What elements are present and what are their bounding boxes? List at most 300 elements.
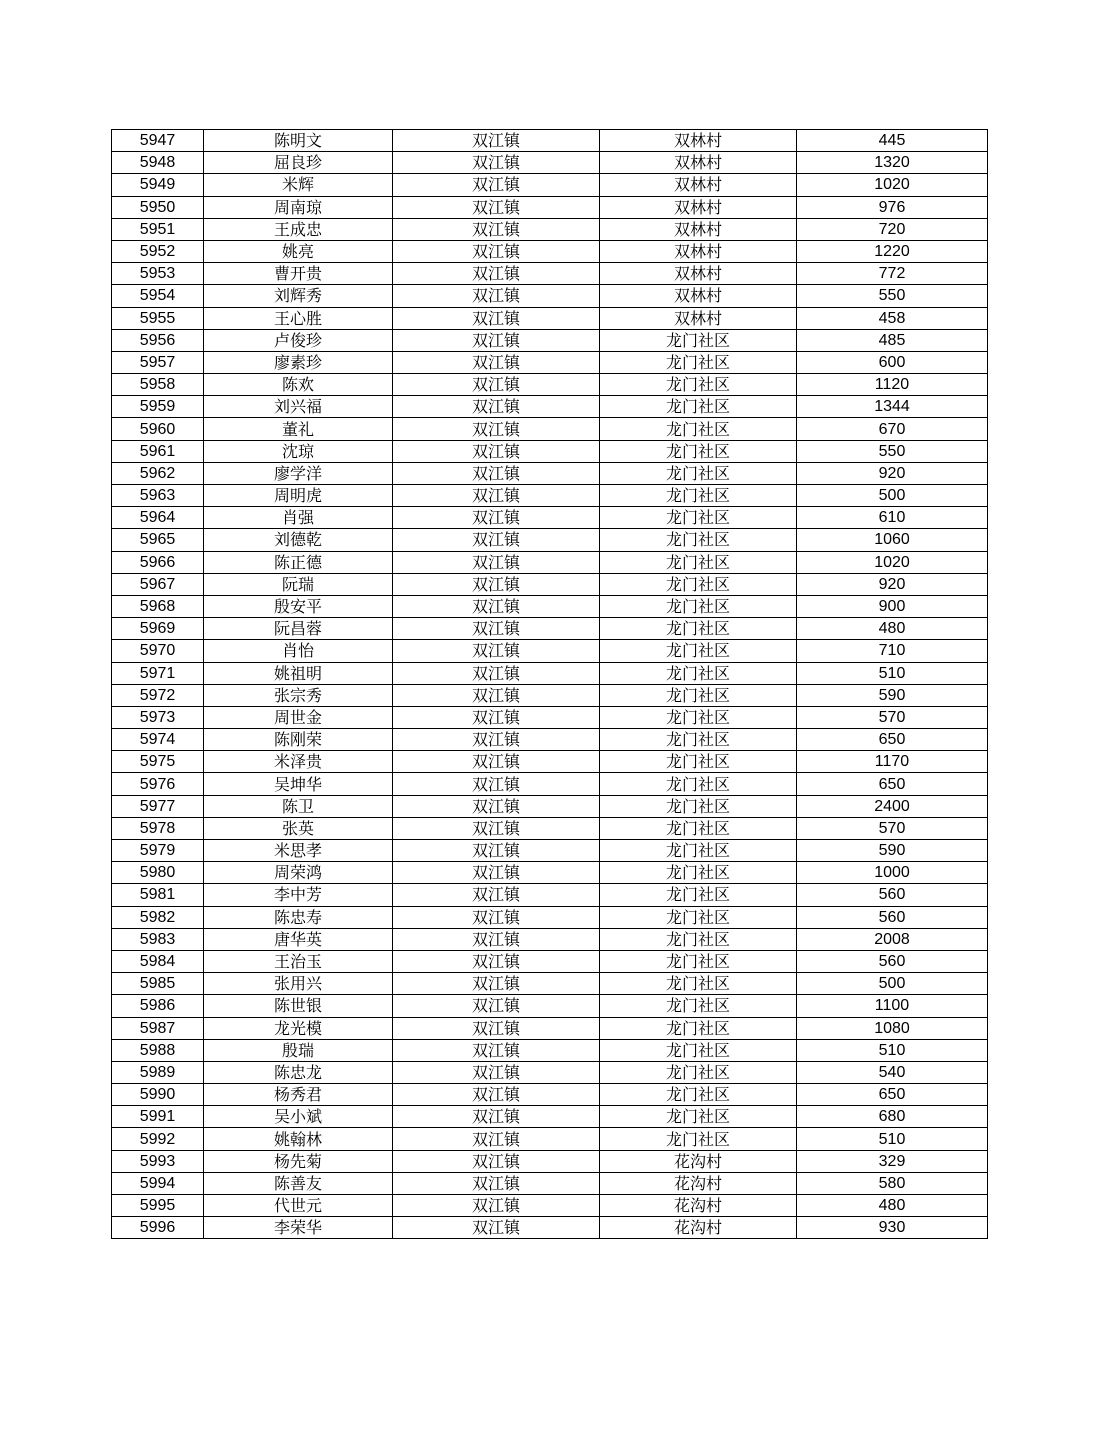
amount-cell: 1060 <box>797 529 988 551</box>
row-number-cell: 5995 <box>112 1195 204 1217</box>
amount-cell: 1000 <box>797 862 988 884</box>
village-cell: 龙门社区 <box>600 1128 797 1150</box>
row-number-cell: 5953 <box>112 263 204 285</box>
table-row <box>112 950 988 972</box>
name-cell: 代世元 <box>204 1195 393 1217</box>
name-cell: 李荣华 <box>204 1217 393 1239</box>
row-number-cell: 5983 <box>112 928 204 950</box>
town-cell: 双江镇 <box>393 595 600 617</box>
amount-cell: 2008 <box>797 928 988 950</box>
name-cell: 王成忠 <box>204 218 393 240</box>
village-cell: 双林村 <box>600 285 797 307</box>
amount-cell: 920 <box>797 573 988 595</box>
name-cell: 吴坤华 <box>204 773 393 795</box>
amount-cell: 590 <box>797 684 988 706</box>
table-row <box>112 174 988 196</box>
village-cell: 花沟村 <box>600 1217 797 1239</box>
town-cell: 双江镇 <box>393 329 600 351</box>
village-cell: 双林村 <box>600 196 797 218</box>
name-cell: 陈世银 <box>204 995 393 1017</box>
name-cell: 廖素珍 <box>204 351 393 373</box>
name-cell: 周明虎 <box>204 485 393 507</box>
row-number-cell: 5980 <box>112 862 204 884</box>
village-cell: 龙门社区 <box>600 1084 797 1106</box>
table-row <box>112 662 988 684</box>
town-cell: 双江镇 <box>393 529 600 551</box>
row-number-cell: 5957 <box>112 351 204 373</box>
village-cell: 龙门社区 <box>600 529 797 551</box>
row-number-cell: 5974 <box>112 729 204 751</box>
town-cell: 双江镇 <box>393 1195 600 1217</box>
row-number-cell: 5955 <box>112 307 204 329</box>
row-number-cell: 5986 <box>112 995 204 1017</box>
village-cell: 龙门社区 <box>600 440 797 462</box>
amount-cell: 772 <box>797 263 988 285</box>
village-cell: 龙门社区 <box>600 751 797 773</box>
row-number-cell: 5975 <box>112 751 204 773</box>
village-cell: 龙门社区 <box>600 817 797 839</box>
row-number-cell: 5990 <box>112 1084 204 1106</box>
name-cell: 周南琼 <box>204 196 393 218</box>
town-cell: 双江镇 <box>393 795 600 817</box>
name-cell: 刘德乾 <box>204 529 393 551</box>
name-cell: 米辉 <box>204 174 393 196</box>
name-cell: 陈刚荣 <box>204 729 393 751</box>
row-number-cell: 5981 <box>112 884 204 906</box>
row-number-cell: 5952 <box>112 240 204 262</box>
town-cell: 双江镇 <box>393 551 600 573</box>
amount-cell: 560 <box>797 950 988 972</box>
town-cell: 双江镇 <box>393 174 600 196</box>
name-cell: 阮瑞 <box>204 573 393 595</box>
village-cell: 龙门社区 <box>600 684 797 706</box>
table-row <box>112 1039 988 1061</box>
name-cell: 陈忠龙 <box>204 1061 393 1083</box>
row-number-cell: 5964 <box>112 507 204 529</box>
village-cell: 龙门社区 <box>600 995 797 1017</box>
row-number-cell: 5960 <box>112 418 204 440</box>
town-cell: 双江镇 <box>393 573 600 595</box>
town-cell: 双江镇 <box>393 307 600 329</box>
row-number-cell: 5989 <box>112 1061 204 1083</box>
name-cell: 米泽贵 <box>204 751 393 773</box>
amount-cell: 458 <box>797 307 988 329</box>
amount-cell: 1220 <box>797 240 988 262</box>
table-row <box>112 507 988 529</box>
amount-cell: 720 <box>797 218 988 240</box>
name-cell: 刘辉秀 <box>204 285 393 307</box>
row-number-cell: 5985 <box>112 973 204 995</box>
table-row <box>112 684 988 706</box>
row-number-cell: 5947 <box>112 130 204 152</box>
amount-cell: 590 <box>797 840 988 862</box>
table-row <box>112 418 988 440</box>
town-cell: 双江镇 <box>393 618 600 640</box>
name-cell: 吴小斌 <box>204 1106 393 1128</box>
amount-cell: 500 <box>797 973 988 995</box>
table-row <box>112 529 988 551</box>
table-row <box>112 706 988 728</box>
town-cell: 双江镇 <box>393 640 600 662</box>
town-cell: 双江镇 <box>393 462 600 484</box>
village-cell: 龙门社区 <box>600 795 797 817</box>
village-cell: 龙门社区 <box>600 462 797 484</box>
amount-cell: 650 <box>797 773 988 795</box>
town-cell: 双江镇 <box>393 706 600 728</box>
name-cell: 卢俊珍 <box>204 329 393 351</box>
row-number-cell: 5961 <box>112 440 204 462</box>
amount-cell: 560 <box>797 906 988 928</box>
village-cell: 双林村 <box>600 307 797 329</box>
town-cell: 双江镇 <box>393 285 600 307</box>
table-row <box>112 640 988 662</box>
town-cell: 双江镇 <box>393 1150 600 1172</box>
town-cell: 双江镇 <box>393 950 600 972</box>
amount-cell: 570 <box>797 817 988 839</box>
amount-cell: 580 <box>797 1172 988 1194</box>
amount-cell: 900 <box>797 595 988 617</box>
name-cell: 姚亮 <box>204 240 393 262</box>
village-cell: 龙门社区 <box>600 928 797 950</box>
amount-cell: 560 <box>797 884 988 906</box>
town-cell: 双江镇 <box>393 440 600 462</box>
village-cell: 龙门社区 <box>600 840 797 862</box>
name-cell: 王治玉 <box>204 950 393 972</box>
table-row <box>112 329 988 351</box>
amount-cell: 650 <box>797 729 988 751</box>
table-row <box>112 884 988 906</box>
name-cell: 曹开贵 <box>204 263 393 285</box>
amount-cell: 510 <box>797 1128 988 1150</box>
table-row <box>112 374 988 396</box>
name-cell: 张用兴 <box>204 973 393 995</box>
name-cell: 张英 <box>204 817 393 839</box>
row-number-cell: 5963 <box>112 485 204 507</box>
name-cell: 杨先菊 <box>204 1150 393 1172</box>
town-cell: 双江镇 <box>393 152 600 174</box>
village-cell: 双林村 <box>600 218 797 240</box>
town-cell: 双江镇 <box>393 995 600 1017</box>
town-cell: 双江镇 <box>393 1084 600 1106</box>
table-row <box>112 795 988 817</box>
village-cell: 龙门社区 <box>600 973 797 995</box>
town-cell: 双江镇 <box>393 862 600 884</box>
row-number-cell: 5984 <box>112 950 204 972</box>
amount-cell: 540 <box>797 1061 988 1083</box>
row-number-cell: 5996 <box>112 1217 204 1239</box>
town-cell: 双江镇 <box>393 507 600 529</box>
town-cell: 双江镇 <box>393 1039 600 1061</box>
name-cell: 周荣鸿 <box>204 862 393 884</box>
name-cell: 肖强 <box>204 507 393 529</box>
town-cell: 双江镇 <box>393 396 600 418</box>
table-row <box>112 1017 988 1039</box>
table-row <box>112 1172 988 1194</box>
row-number-cell: 5948 <box>112 152 204 174</box>
town-cell: 双江镇 <box>393 973 600 995</box>
village-cell: 双林村 <box>600 240 797 262</box>
table-row <box>112 130 988 152</box>
table-row <box>112 551 988 573</box>
town-cell: 双江镇 <box>393 773 600 795</box>
amount-cell: 1100 <box>797 995 988 1017</box>
row-number-cell: 5978 <box>112 817 204 839</box>
row-number-cell: 5977 <box>112 795 204 817</box>
village-cell: 龙门社区 <box>600 551 797 573</box>
town-cell: 双江镇 <box>393 1106 600 1128</box>
amount-cell: 2400 <box>797 795 988 817</box>
table-row <box>112 751 988 773</box>
amount-cell: 485 <box>797 329 988 351</box>
row-number-cell: 5962 <box>112 462 204 484</box>
table-row <box>112 396 988 418</box>
name-cell: 殷瑞 <box>204 1039 393 1061</box>
name-cell: 沈琼 <box>204 440 393 462</box>
village-cell: 双林村 <box>600 152 797 174</box>
village-cell: 龙门社区 <box>600 862 797 884</box>
town-cell: 双江镇 <box>393 351 600 373</box>
table-row <box>112 263 988 285</box>
town-cell: 双江镇 <box>393 729 600 751</box>
amount-cell: 670 <box>797 418 988 440</box>
town-cell: 双江镇 <box>393 817 600 839</box>
row-number-cell: 5954 <box>112 285 204 307</box>
amount-cell: 710 <box>797 640 988 662</box>
row-number-cell: 5973 <box>112 706 204 728</box>
village-cell: 花沟村 <box>600 1172 797 1194</box>
table-row <box>112 595 988 617</box>
town-cell: 双江镇 <box>393 1217 600 1239</box>
town-cell: 双江镇 <box>393 374 600 396</box>
table-row <box>112 462 988 484</box>
table-row <box>112 152 988 174</box>
amount-cell: 480 <box>797 618 988 640</box>
town-cell: 双江镇 <box>393 1061 600 1083</box>
table-row <box>112 840 988 862</box>
amount-cell: 570 <box>797 706 988 728</box>
town-cell: 双江镇 <box>393 884 600 906</box>
town-cell: 双江镇 <box>393 418 600 440</box>
table-row <box>112 307 988 329</box>
name-cell: 董礼 <box>204 418 393 440</box>
amount-cell: 329 <box>797 1150 988 1172</box>
table-row <box>112 196 988 218</box>
town-cell: 双江镇 <box>393 906 600 928</box>
row-number-cell: 5979 <box>112 840 204 862</box>
row-number-cell: 5968 <box>112 595 204 617</box>
name-cell: 肖怡 <box>204 640 393 662</box>
amount-cell: 1120 <box>797 374 988 396</box>
village-cell: 龙门社区 <box>600 950 797 972</box>
name-cell: 阮昌蓉 <box>204 618 393 640</box>
name-cell: 屈良珍 <box>204 152 393 174</box>
village-cell: 龙门社区 <box>600 773 797 795</box>
name-cell: 陈善友 <box>204 1172 393 1194</box>
town-cell: 双江镇 <box>393 751 600 773</box>
table-row <box>112 1217 988 1239</box>
name-cell: 殷安平 <box>204 595 393 617</box>
table-row <box>112 218 988 240</box>
village-cell: 花沟村 <box>600 1195 797 1217</box>
town-cell: 双江镇 <box>393 130 600 152</box>
row-number-cell: 5992 <box>112 1128 204 1150</box>
village-cell: 龙门社区 <box>600 1061 797 1083</box>
table-row <box>112 240 988 262</box>
town-cell: 双江镇 <box>393 218 600 240</box>
row-number-cell: 5969 <box>112 618 204 640</box>
table-row <box>112 973 988 995</box>
name-cell: 陈忠寿 <box>204 906 393 928</box>
amount-cell: 976 <box>797 196 988 218</box>
village-cell: 龙门社区 <box>600 374 797 396</box>
table-row <box>112 729 988 751</box>
row-number-cell: 5994 <box>112 1172 204 1194</box>
name-cell: 龙光模 <box>204 1017 393 1039</box>
table-row <box>112 285 988 307</box>
village-cell: 龙门社区 <box>600 640 797 662</box>
row-number-cell: 5972 <box>112 684 204 706</box>
row-number-cell: 5958 <box>112 374 204 396</box>
village-cell: 龙门社区 <box>600 573 797 595</box>
name-cell: 米思孝 <box>204 840 393 862</box>
amount-cell: 1320 <box>797 152 988 174</box>
table-row <box>112 1195 988 1217</box>
town-cell: 双江镇 <box>393 840 600 862</box>
table-row <box>112 1128 988 1150</box>
amount-cell: 445 <box>797 130 988 152</box>
table-row <box>112 928 988 950</box>
table-row <box>112 351 988 373</box>
amount-cell: 1080 <box>797 1017 988 1039</box>
row-number-cell: 5970 <box>112 640 204 662</box>
row-number-cell: 5987 <box>112 1017 204 1039</box>
amount-cell: 510 <box>797 1039 988 1061</box>
village-cell: 花沟村 <box>600 1150 797 1172</box>
row-number-cell: 5965 <box>112 529 204 551</box>
table-row <box>112 1150 988 1172</box>
village-cell: 龙门社区 <box>600 729 797 751</box>
table-row <box>112 485 988 507</box>
amount-cell: 1020 <box>797 551 988 573</box>
amount-cell: 510 <box>797 662 988 684</box>
name-cell: 杨秀君 <box>204 1084 393 1106</box>
amount-cell: 680 <box>797 1106 988 1128</box>
table-row <box>112 995 988 1017</box>
amount-cell: 610 <box>797 507 988 529</box>
row-number-cell: 5967 <box>112 573 204 595</box>
village-cell: 龙门社区 <box>600 1039 797 1061</box>
amount-cell: 550 <box>797 440 988 462</box>
name-cell: 姚祖明 <box>204 662 393 684</box>
table-row <box>112 440 988 462</box>
village-cell: 龙门社区 <box>600 662 797 684</box>
row-number-cell: 5991 <box>112 1106 204 1128</box>
village-cell: 龙门社区 <box>600 396 797 418</box>
roster-table <box>111 129 988 1239</box>
row-number-cell: 5951 <box>112 218 204 240</box>
village-cell: 龙门社区 <box>600 1017 797 1039</box>
town-cell: 双江镇 <box>393 684 600 706</box>
village-cell: 龙门社区 <box>600 1106 797 1128</box>
name-cell: 张宗秀 <box>204 684 393 706</box>
town-cell: 双江镇 <box>393 196 600 218</box>
row-number-cell: 5993 <box>112 1150 204 1172</box>
town-cell: 双江镇 <box>393 928 600 950</box>
row-number-cell: 5959 <box>112 396 204 418</box>
town-cell: 双江镇 <box>393 485 600 507</box>
amount-cell: 550 <box>797 285 988 307</box>
roster-table-body <box>112 130 988 1239</box>
name-cell: 李中芳 <box>204 884 393 906</box>
row-number-cell: 5949 <box>112 174 204 196</box>
table-row <box>112 1106 988 1128</box>
town-cell: 双江镇 <box>393 1017 600 1039</box>
amount-cell: 930 <box>797 1217 988 1239</box>
name-cell: 陈卫 <box>204 795 393 817</box>
name-cell: 唐华英 <box>204 928 393 950</box>
name-cell: 陈欢 <box>204 374 393 396</box>
amount-cell: 1020 <box>797 174 988 196</box>
town-cell: 双江镇 <box>393 1172 600 1194</box>
village-cell: 龙门社区 <box>600 884 797 906</box>
town-cell: 双江镇 <box>393 263 600 285</box>
name-cell: 王心胜 <box>204 307 393 329</box>
table-row <box>112 862 988 884</box>
table-row <box>112 906 988 928</box>
town-cell: 双江镇 <box>393 662 600 684</box>
row-number-cell: 5971 <box>112 662 204 684</box>
name-cell: 周世金 <box>204 706 393 728</box>
amount-cell: 500 <box>797 485 988 507</box>
town-cell: 双江镇 <box>393 240 600 262</box>
amount-cell: 920 <box>797 462 988 484</box>
amount-cell: 650 <box>797 1084 988 1106</box>
amount-cell: 1170 <box>797 751 988 773</box>
row-number-cell: 5976 <box>112 773 204 795</box>
row-number-cell: 5966 <box>112 551 204 573</box>
village-cell: 双林村 <box>600 174 797 196</box>
amount-cell: 1344 <box>797 396 988 418</box>
village-cell: 龙门社区 <box>600 906 797 928</box>
row-number-cell: 5956 <box>112 329 204 351</box>
row-number-cell: 5988 <box>112 1039 204 1061</box>
village-cell: 双林村 <box>600 263 797 285</box>
table-row <box>112 817 988 839</box>
village-cell: 龙门社区 <box>600 485 797 507</box>
name-cell: 陈正德 <box>204 551 393 573</box>
town-cell: 双江镇 <box>393 1128 600 1150</box>
village-cell: 双林村 <box>600 130 797 152</box>
name-cell: 刘兴福 <box>204 396 393 418</box>
amount-cell: 600 <box>797 351 988 373</box>
table-row <box>112 1061 988 1083</box>
village-cell: 龙门社区 <box>600 595 797 617</box>
table-row <box>112 573 988 595</box>
village-cell: 龙门社区 <box>600 618 797 640</box>
table-row <box>112 618 988 640</box>
village-cell: 龙门社区 <box>600 418 797 440</box>
name-cell: 姚翰林 <box>204 1128 393 1150</box>
table-row <box>112 773 988 795</box>
table-row <box>112 1084 988 1106</box>
name-cell: 廖学洋 <box>204 462 393 484</box>
village-cell: 龙门社区 <box>600 351 797 373</box>
row-number-cell: 5950 <box>112 196 204 218</box>
name-cell: 陈明文 <box>204 130 393 152</box>
village-cell: 龙门社区 <box>600 507 797 529</box>
village-cell: 龙门社区 <box>600 706 797 728</box>
row-number-cell: 5982 <box>112 906 204 928</box>
